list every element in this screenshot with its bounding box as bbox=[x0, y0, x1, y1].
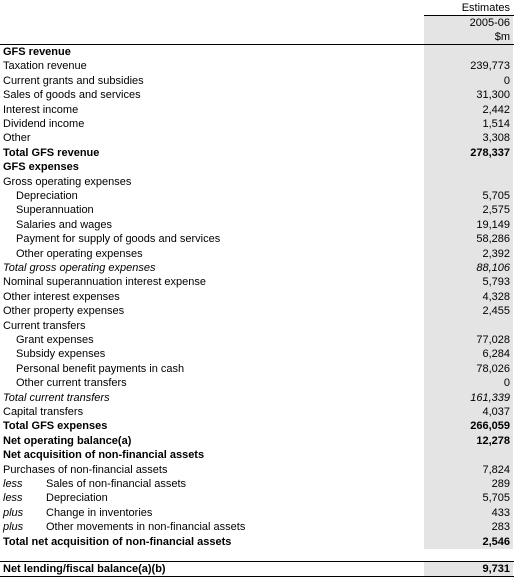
row-label: Current transfers bbox=[3, 319, 86, 332]
row-value: 289 bbox=[424, 477, 513, 491]
row-value bbox=[424, 45, 513, 59]
row-value: 6,284 bbox=[424, 347, 513, 361]
table-row bbox=[0, 88, 514, 102]
table-row bbox=[0, 491, 514, 505]
row-value: 12,278 bbox=[424, 434, 513, 448]
row-value: 278,337 bbox=[424, 146, 513, 160]
row-value: 58,286 bbox=[424, 232, 513, 246]
row-value: 2,442 bbox=[424, 103, 513, 117]
row-value: 78,026 bbox=[424, 362, 513, 376]
table-row bbox=[0, 74, 514, 88]
row-value bbox=[424, 175, 513, 189]
row-value: 1,514 bbox=[424, 117, 513, 131]
row-value: 266,059 bbox=[424, 419, 513, 433]
row-label: Other current transfers bbox=[16, 377, 127, 390]
table-row bbox=[0, 175, 514, 189]
row-label: Other operating expenses bbox=[16, 247, 143, 260]
row-label: plus Change in inventories bbox=[3, 506, 153, 519]
table-row bbox=[0, 304, 514, 318]
row-value: 2,575 bbox=[424, 203, 513, 217]
row-label: Superannuation bbox=[16, 204, 94, 217]
total-rule-top bbox=[0, 561, 514, 562]
row-label: Total GFS revenue bbox=[3, 146, 100, 159]
row-value: 0 bbox=[424, 376, 513, 390]
row-value: 433 bbox=[424, 506, 513, 520]
table-row bbox=[0, 347, 514, 361]
row-label: GFS revenue bbox=[3, 46, 71, 58]
table-row bbox=[0, 391, 514, 405]
table-row bbox=[0, 448, 514, 462]
table-row bbox=[0, 117, 514, 131]
row-value: 9,731 bbox=[424, 562, 513, 576]
row-label: Other property expenses bbox=[3, 305, 125, 318]
row-label: Gross operating expenses bbox=[3, 175, 132, 188]
row-label: Depreciation bbox=[16, 190, 78, 202]
table-row bbox=[0, 535, 514, 549]
table-row bbox=[0, 247, 514, 261]
row-value: 31,300 bbox=[424, 88, 513, 102]
row-label: Total current transfers bbox=[3, 391, 110, 404]
row-qualifier: plus bbox=[3, 521, 24, 534]
row-label: Total net acquisition of non-financial assets bbox=[3, 535, 232, 548]
row-value: 19,149 bbox=[424, 218, 513, 232]
row-label: Other bbox=[3, 132, 31, 145]
row-label: Net operating balance(a) bbox=[3, 434, 132, 447]
row-label: less Depreciation bbox=[3, 492, 108, 505]
row-value: 4,037 bbox=[424, 405, 513, 419]
table-row bbox=[0, 477, 514, 491]
row-label: Current grants and subsidies bbox=[3, 74, 144, 87]
row-label: Taxation revenue bbox=[3, 60, 87, 73]
row-value: 3,308 bbox=[424, 131, 513, 145]
table-row bbox=[0, 103, 514, 117]
table-row bbox=[0, 290, 514, 304]
row-value: 2,455 bbox=[424, 304, 513, 318]
row-value: 283 bbox=[424, 520, 513, 534]
row-label: Total gross operating expenses bbox=[3, 262, 156, 274]
table-row bbox=[0, 333, 514, 347]
table-row bbox=[0, 405, 514, 419]
table-row bbox=[0, 319, 514, 333]
table-row bbox=[0, 362, 514, 376]
table-row bbox=[0, 146, 514, 160]
table-row bbox=[0, 463, 514, 477]
row-value bbox=[424, 319, 513, 333]
row-value: 2,392 bbox=[424, 247, 513, 261]
row-label: Net lending/fiscal balance(a)(b) bbox=[3, 563, 166, 575]
row-value: 2,546 bbox=[424, 535, 513, 549]
table-row bbox=[0, 434, 514, 448]
table-row bbox=[0, 419, 514, 433]
row-value: 88,106 bbox=[424, 261, 513, 275]
row-qualifier: less bbox=[3, 478, 23, 490]
header-year: 2005-06 bbox=[424, 16, 513, 30]
table-row bbox=[0, 261, 514, 275]
table-row bbox=[0, 376, 514, 390]
row-qualifier: plus bbox=[3, 506, 24, 519]
header-estimates: Estimates bbox=[461, 2, 510, 14]
table-row bbox=[0, 203, 514, 217]
row-label: Grant expenses bbox=[16, 334, 94, 346]
row-label: Capital transfers bbox=[3, 406, 84, 418]
header-unit: $m bbox=[424, 30, 513, 44]
table-row bbox=[0, 45, 514, 59]
row-value bbox=[424, 160, 513, 174]
table-row bbox=[0, 189, 514, 203]
table-row bbox=[0, 218, 514, 232]
row-value: 0 bbox=[424, 74, 513, 88]
table-row bbox=[0, 131, 514, 145]
row-value: 5,793 bbox=[424, 275, 513, 289]
row-label: Dividend income bbox=[3, 118, 85, 130]
row-label: Subsidy expenses bbox=[16, 348, 106, 361]
row-label: Nominal superannuation interest expense bbox=[3, 276, 207, 289]
table-row bbox=[0, 506, 514, 520]
row-label: Personal benefit payments in cash bbox=[16, 362, 185, 375]
row-label: plus Other movements in non-financial assets bbox=[3, 521, 246, 534]
row-value: 5,705 bbox=[424, 189, 513, 203]
row-value: 5,705 bbox=[424, 491, 513, 505]
row-label: Payment for supply of goods and services bbox=[16, 233, 221, 246]
row-label: Total GFS expenses bbox=[3, 420, 108, 433]
row-label: Other interest expenses bbox=[3, 290, 120, 303]
row-value: 4,328 bbox=[424, 290, 513, 304]
row-value: 161,339 bbox=[424, 391, 513, 405]
row-label: less Sales of non-financial assets bbox=[3, 478, 187, 490]
table-row bbox=[0, 562, 514, 576]
row-value bbox=[424, 448, 513, 462]
table-row bbox=[0, 160, 514, 174]
table-row bbox=[0, 275, 514, 289]
row-value: 239,773 bbox=[424, 59, 513, 73]
row-label: Net acquisition of non-financial assets bbox=[3, 449, 205, 462]
row-label: GFS expenses bbox=[3, 161, 79, 174]
row-value: 7,824 bbox=[424, 463, 513, 477]
table-row bbox=[0, 232, 514, 246]
row-label: Salaries and wages bbox=[16, 218, 113, 231]
row-qualifier: less bbox=[3, 492, 23, 505]
row-label: Sales of goods and services bbox=[3, 89, 141, 102]
table-row bbox=[0, 59, 514, 73]
row-label: Interest income bbox=[3, 103, 79, 116]
row-label: Purchases of non-financial assets bbox=[3, 463, 168, 476]
table-row bbox=[0, 520, 514, 534]
row-value: 77,028 bbox=[424, 333, 513, 347]
